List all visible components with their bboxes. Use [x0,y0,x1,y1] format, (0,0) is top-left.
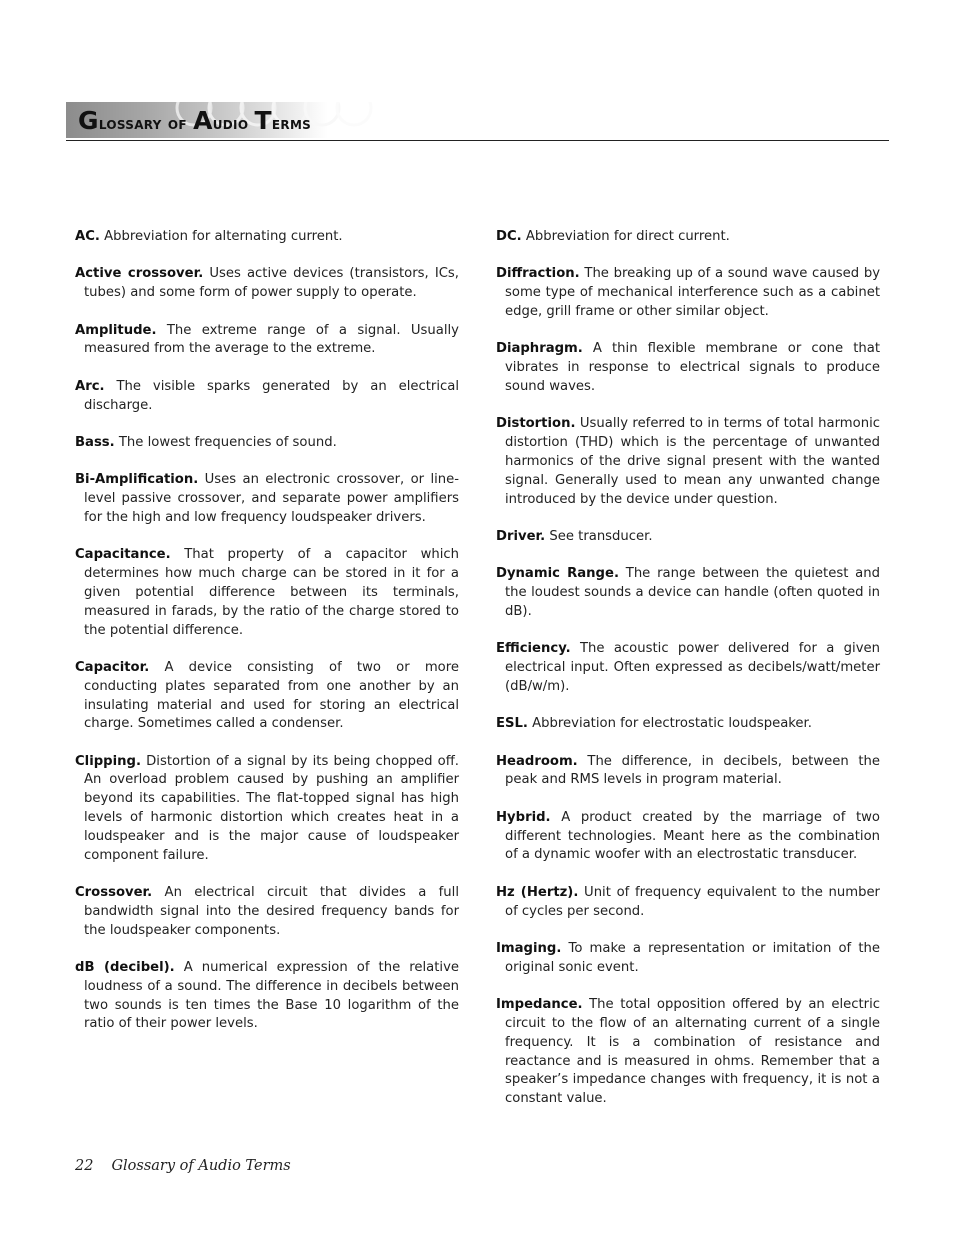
glossary-definition: A thin flexible membrane or cone that vibrates in response to electrical signals to produce sound waves. [505,341,880,394]
glossary-entry-impedance [496,996,880,1109]
glossary-entry-diaphragm [496,340,880,396]
glossary-term: Clipping. [75,753,141,769]
glossary-definition: The visible sparks generated by an electrical discharge. [84,378,459,413]
glossary-definition: To make a representation or imitation of the original sonic event. [505,941,880,975]
glossary-entry-active-crossover [75,265,459,303]
glossary-term: Efficiency. [496,641,571,657]
glossary-term: Hz (Hertz). [496,884,579,900]
page-number: 22 [75,1158,94,1174]
glossary-term: Imaging. [496,941,562,957]
glossary-term: ESL. [496,716,528,732]
glossary-entry-diffraction [496,265,880,321]
glossary-definition: The range between the quietest and the loudest sounds a device can handle (often quoted in dB). [505,566,880,619]
glossary-right-column [496,228,880,1128]
title-rest-2: udio [212,114,255,134]
glossary-entry-bass [75,434,459,453]
glossary-term: dB (decibel). [75,960,175,976]
title-cap-3: T [254,106,272,135]
glossary-term: Headroom. [496,753,578,769]
glossary-term: Amplitude. [75,322,157,338]
glossary-definition: A product created by the marriage of two different technologies. Meant here as the combination of a dynamic woofer with an electrostatic transducer. [505,809,881,863]
glossary-definition: Abbreviation for electrostatic loudspeaker. [532,716,812,732]
glossary-term: AC. [75,229,100,244]
glossary-entry-db [75,959,459,1034]
glossary-entry-bi-amplification [75,471,459,527]
title-cap-2: A [193,106,213,135]
glossary-definition: The acoustic power delivered for a given electrical input. Often expressed as decibels/watt/meter (dB/w/m). [505,641,880,694]
glossary-definition: A numerical expression of the relative loudness of a sound. The difference in decibels between two sounds is ten times the Base 10 logarithm of the ratio of their power levels. [84,960,459,1032]
glossary-term: Impedance. [496,997,583,1013]
glossary-definition: Uses an electronic crossover, or line-level passive crossover, and separate power amplifiers for the high and low frequency loudspeaker drivers. [84,472,460,525]
footer-section-title: Glossary of Audio Terms [111,1158,291,1174]
glossary-entry-amplitude [75,322,459,360]
glossary-definition: Unit of frequency equivalent to the number of cycles per second. [505,884,880,919]
glossary-definition: A device consisting of two or more conducting plates separated from one another by an insulating material and used for storing an electrical charge. Sometimes called a condenser. [84,659,459,732]
glossary-definition: An electrical circuit that divides a full bandwidth signal into the desired frequency bands for the loudspeaker components. [84,885,459,938]
glossary-term: Bi-Amplification. [75,472,199,488]
glossary-entry-ac [75,228,459,247]
glossary-entry-efficiency [496,640,880,696]
glossary-term: Active crossover. [75,266,204,282]
glossary-term: Diffraction. [496,266,580,282]
glossary-term: Hybrid. [496,809,551,825]
glossary-definition: Uses active devices (transistors, ICs, tubes) and some form of power supply to operate. [84,266,459,301]
glossary-definition: The lowest frequencies of sound. [118,434,337,450]
glossary-left-column [75,228,459,1053]
glossary-entry-hz [496,884,880,922]
glossary-term: Crossover. [75,885,153,901]
glossary-entry-arc [75,378,459,416]
glossary-definition: Distortion of a signal by its being chopped off. An overload problem caused by pushing an amplifier beyond its capabilities. The flat-topped signal has high levels of harmonic distortion which creates heat in a loudspeaker and is the major cause of loudspeaker component failure. [84,753,459,863]
glossary-term: Capacitor. [75,659,150,675]
page-title [78,105,311,140]
title-cap-1: G [78,106,99,135]
glossary-entry-imaging [496,940,880,978]
glossary-entry-capacitor [75,659,459,734]
glossary-term: Diaphragm. [496,341,583,357]
glossary-entry-crossover [75,884,459,940]
glossary-entry-distortion [496,415,880,509]
glossary-entry-dc [496,228,880,247]
glossary-definition: The total opposition offered by an electric circuit to the flow of an alternating current of a single frequency. It is a combination of resistance and reactance and is measured in ohms. Remember that a speaker’s impedance changes with frequency, it is not a constant value. [505,997,880,1107]
glossary-definition: See transducer. [549,528,653,544]
glossary-definition: That property of a capacitor which determines how much charge can be stored in it for a given potential difference between its terminals, measured in farads, by the ratio of the charge stored to the potential difference. [84,547,459,638]
title-rest-3: erms [271,114,312,134]
page-header [66,100,889,141]
glossary-term: DC. [496,229,522,244]
glossary-entry-driver [496,528,880,547]
glossary-term: Bass. [75,434,115,450]
title-rest-1: lossary of [98,114,194,134]
glossary-entry-hybrid [496,809,880,865]
glossary-term: Arc. [75,378,105,394]
glossary-term: Distortion. [496,416,576,432]
glossary-entry-clipping [75,753,459,866]
glossary-entry-headroom [496,753,880,791]
glossary-definition: Abbreviation for direct current. [525,229,730,244]
glossary-definition: Abbreviation for alternating current. [104,229,343,244]
glossary-definition: Usually referred to in terms of total harmonic distortion (THD) which is the percentage of unwanted harmonics of the drive signal present with the wanted signal. Generally used to mean any unwanted change introduced by the device under question. [505,416,880,507]
glossary-definition: The extreme range of a signal. Usually measured from the average to the extreme. [84,322,459,357]
glossary-term: Capacitance. [75,547,171,563]
page-footer [75,1158,291,1174]
glossary-entry-esl [496,715,880,734]
glossary-definition: The breaking up of a sound wave caused by some type of mechanical interference such as a cabinet edge, grill frame or other similar object. [505,266,880,319]
glossary-term: Dynamic Range. [496,566,619,582]
glossary-entry-capacitance [75,546,459,640]
glossary-definition: The difference, in decibels, between the peak and RMS levels in program material. [505,753,880,788]
glossary-term: Driver. [496,528,546,544]
glossary-entry-dynamic-range [496,565,880,621]
